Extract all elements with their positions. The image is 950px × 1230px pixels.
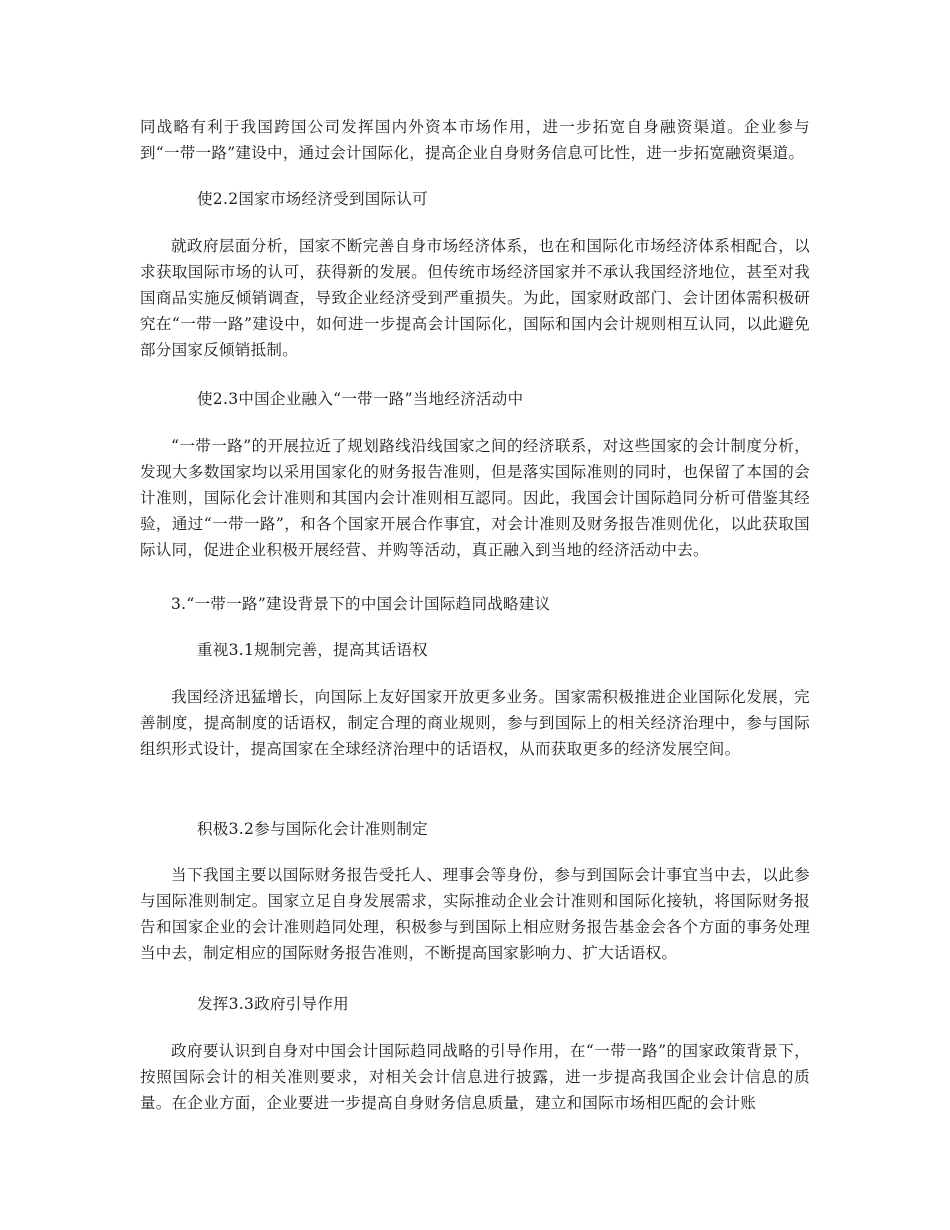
heading-2-3: 使2.3中国企业融入“一带一路”当地经济活动中: [197, 390, 524, 408]
paragraph-2-2: 就政府层面分析，国家不断完善自身市场经济体系，也在和国际化市场经济体系相配合，以求获取国际市场的认可，获得新的发展。但传统市场经济国家并不承认我国经济地位，甚至对我国商品实施反倾销调查，导致企业经济受到严重损失。为此，国家财政部门、会计团体需积极研究在“一带一路”建设中，如何进一步提高会计国际化，国际和国内会计规则相互认同，以此避免部分国家反倾销抵制。: [140, 237, 810, 359]
paragraph-3-2: 当下我国主要以国际财务报告受托人、理事会等身份，参与到国际会计事宜当中去，以此参与国际准则制定。国家立足自身发展需求，实际推动企业会计准则和国际化接轨，将国际财务报告和国家企业的会计准则趋同处理，积极参与到国际上相应财务报告基金会各个方面的事务处理当中去，制定相应的国际财务报告准则，不断提高国家影响力、扩大话语权。: [140, 866, 810, 962]
paragraph-3-3: 政府要认识到自身对中国会计国际趋同战略的引导作用，在“一带一路”的国家政策背景下，按照国际会计的相关准则要求，对相关会计信息进行披露，进一步提高我国企业会计信息的质量。在企业方面，企业要进一步提高自身财务信息质量，建立和国际市场相匹配的会计账: [140, 1042, 810, 1112]
paragraph-intro: 同战略有利于我国跨国公司发挥国内外资本市场作用，进一步拓宽自身融资渠道。企业参与到“一带一路”建设中，通过会计国际化，提高企业自身财务信息可比性，进一步拓宽融资渠道。: [140, 118, 810, 162]
paragraph-2-3: “一带一路”的开展拉近了规划路线沿线国家之间的经济联系，对这些国家的会计制度分析，发现大多数国家均以采用国家化的财务报告准则，但是落实国际准则的同时，也保留了本国的会计准则，国际化会计准则和其国内会计准则相互認同。因此，我国会计国际趋同分析可借鉴其经验，通过“一带一路”，和各个国家开展合作事宜，对会计准则及财务报告准则优化，以此获取国际认同，促进企业积极开展经营、并购等活动，真正融入到当地的经济活动中去。: [140, 437, 810, 559]
heading-3-3: 发挥3.3政府引导作用: [197, 995, 349, 1013]
paragraph-3-1: 我国经济迅猛增长，向国际上友好国家开放更多业务。国家需积极推进企业国际化发展，完善制度，提高制度的话语权，制定合理的商业规则，参与到国际上的相关经济治理中，参与国际组织形式设计，提高国家在全球经济治理中的话语权，从而获取更多的经济发展空间。: [140, 688, 810, 758]
heading-3-1: 重视3.1规制完善，提高其话语权: [197, 641, 428, 659]
heading-2-2: 使2.2国家市场经济受到国际认可: [197, 190, 428, 208]
heading-3: 3.“一带一路”建设背景下的中国会计国际趋同战略建议: [171, 595, 551, 613]
heading-3-2: 积极3.2参与国际化会计准则制定: [197, 820, 428, 838]
